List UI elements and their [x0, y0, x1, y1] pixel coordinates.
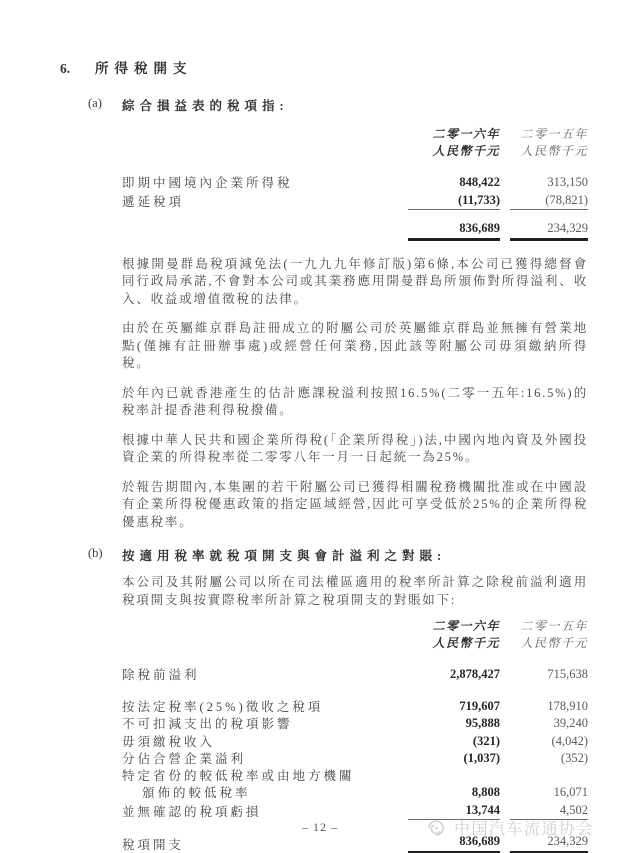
table-row: 並無確認的稅項虧損 13,744 4,502 [122, 802, 588, 819]
table-row: 除稅前溢利 2,878,427 715,638 [122, 667, 588, 682]
page-number: – 12 – [302, 820, 338, 834]
subsection-a-heading: 綜合損益表的稅項指: [122, 99, 289, 113]
subsection-a-label: (a) [88, 96, 102, 110]
tax-table-a-header [122, 126, 588, 160]
table-row: 毋須繳稅收入 (321) (4,042) [122, 733, 588, 749]
table-row: 頒佈的較低稅率 8,808 16,071 [142, 785, 588, 800]
watermark [425, 816, 594, 839]
paragraph: 本公司及其附屬公司以所在司法權區適用的稅率所計算之除稅前溢利適用稅項開支與按實際稅率所計算之稅項開支的對賬如下: [122, 575, 588, 607]
section-number: 6. [60, 61, 71, 76]
subsection-a [60, 96, 588, 531]
table-total-row: 稅項開支 836,689 234,329 [122, 834, 588, 852]
page-footer [0, 816, 640, 850]
section-heading [60, 57, 588, 77]
table-row: 按法定稅率(25%)徵收之稅項 719,607 178,910 [122, 698, 588, 714]
column-header-2015: 二零一五年 人民幣千元 [520, 619, 588, 650]
column-header-2016: 二零一六年 人民幣千元 [432, 127, 500, 158]
subsection-b [60, 546, 588, 853]
subsection-b-heading: 按適用稅率就稅項開支與會計溢利之對賬: [122, 549, 447, 563]
association-logo-icon [425, 818, 449, 838]
table-row: 分佔合營企業溢利 (1,037) (352) [122, 751, 588, 766]
table-row: 遞延稅項 (11,733) (78,821) [122, 192, 588, 209]
paragraph: 於報告期間內,本集團的若干附屬公司已獲得相關稅務機關批准或在中國設有企業所得稅優惠政策的指定區域經營,因此可享受低於25%的企業所得稅優惠稅率。 [122, 479, 588, 529]
column-header-2016: 二零一六年 人民幣千元 [432, 619, 500, 650]
subsection-b-label: (b) [88, 546, 103, 560]
paragraph: 由於在英屬維京群島註冊成立的附屬公司於英屬維京群島並無擁有營業地點(僅擁有註冊辦事處)或經營任何業務,因此該等附屬公司毋須繳納所得稅。 [122, 321, 588, 370]
column-header-2015: 二零一五年 人民幣千元 [520, 127, 588, 158]
table-row: 即期中國境內企業所得稅 848,422 313,150 [122, 175, 588, 190]
table-row: 不可扣減支出的稅項影響 95,888 39,240 [122, 716, 588, 731]
table-total-row: 836,689 234,329 [122, 220, 588, 241]
tax-table-a [122, 126, 588, 241]
tax-table-b-header [122, 618, 588, 652]
paragraph: 於年內已就香港產生的估計應課稅溢利按照16.5%(二零一五年:16.5%)的稅率計提香港利得稅撥備。 [122, 385, 588, 417]
table-row: 特定省份的較低稅率或由地方機關 [122, 768, 355, 783]
paragraph: 根據開曼群島稅項減免法(一九九九年修訂版)第6條,本公司已獲得總督會同行政局承諾,不會對本公司或其業務應用開曼群島所頒佈對所得溢利、收入、收益或增值徵稅的法律。 [122, 256, 588, 306]
paragraph: 根據中華人民共和國企業所得稅(「企業所得稅」)法,中國內地內資及外國投資企業的所得稅率從二零零八年一月一日起統一為25%。 [122, 432, 588, 464]
section-title: 所得稅開支 [95, 61, 193, 76]
watermark-text: 中国汽车流通协会 [453, 821, 594, 838]
